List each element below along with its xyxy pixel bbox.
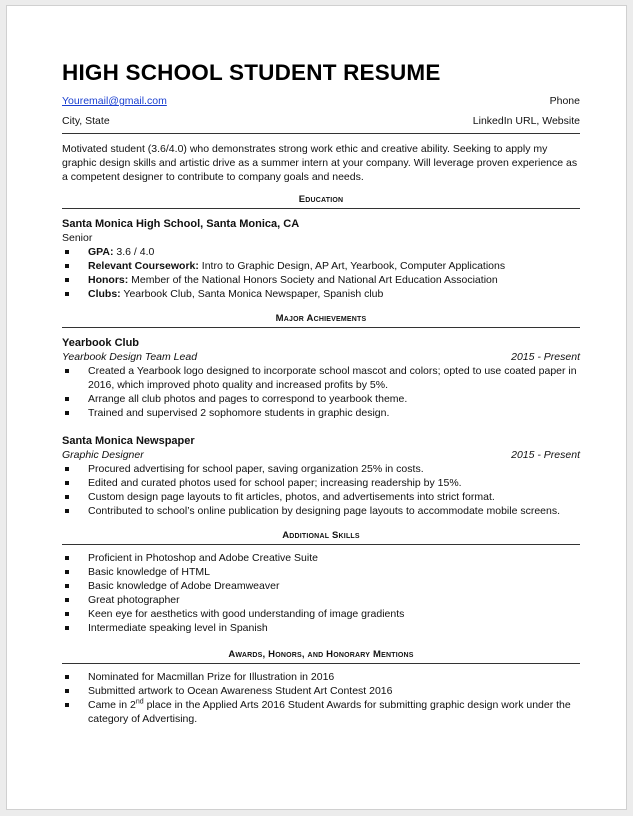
bullet-icon [65, 689, 69, 693]
list-item: Basic knowledge of Adobe Dreamweaver [62, 579, 580, 593]
role-row [62, 448, 580, 462]
list-item: Procured advertising for school paper, saving organization 25% in costs. [62, 462, 580, 476]
list-item: Arrange all club photos and pages to correspond to yearbook theme. [62, 392, 580, 406]
awards-heading: Awards, Honors, and Honorary Mentions [62, 649, 580, 664]
email-link[interactable]: Youremail@gmail.com [62, 95, 167, 107]
list-item: Custom design page layouts to fit articles, photos, and advertisements into strict format. [62, 490, 580, 504]
achievement-list [62, 462, 580, 518]
org-name: Santa Monica Newspaper [62, 435, 195, 447]
role-row [62, 350, 580, 364]
awards-list [62, 670, 580, 726]
role-title: Yearbook Design Team Lead [62, 351, 198, 363]
bullet-icon [65, 703, 69, 707]
list-item: Contributed to school’s online publication by designing page layouts to accommodate mobile screens. [62, 504, 580, 518]
list-item: Basic knowledge of HTML [62, 565, 580, 579]
list-item: Honors: Member of the National Honors Society and National Art Education Association [62, 273, 580, 287]
bullet-icon [65, 278, 69, 282]
bullet-icon [65, 509, 69, 513]
bullet-icon [65, 369, 69, 373]
achievements-heading: Major Achievements [62, 313, 580, 328]
role-dates: 2015 - Present [511, 351, 580, 363]
list-item: Great photographer [62, 593, 580, 607]
list-item: Trained and supervised 2 sophomore students in graphic design. [62, 406, 580, 420]
bullet-icon [65, 598, 69, 602]
links-text: LinkedIn URL, Website [472, 115, 580, 127]
contact-row-1 [62, 95, 580, 108]
bullet-icon [65, 481, 69, 485]
bullet-icon [65, 250, 69, 254]
bullet-icon [65, 292, 69, 296]
bullet-icon [65, 495, 69, 499]
bullet-icon [65, 556, 69, 560]
list-item: Intermediate speaking level in Spanish [62, 621, 580, 635]
org-name: Yearbook Club [62, 337, 140, 349]
phone-text: Phone [549, 95, 580, 107]
resume-page [6, 5, 627, 810]
list-item: Keen eye for aesthetics with good understanding of image gradients [62, 607, 580, 621]
role-dates: 2015 - Present [511, 449, 580, 461]
role-title: Graphic Designer [62, 449, 144, 461]
summary-paragraph: Motivated student (3.6/4.0) who demonstrates strong work ethic and creative ability. Seeking to apply my graphic design skills and artistic drive as a summer intern at your company. Will leverage proven experience as a competent designer to contribute to company goals and needs. [62, 143, 578, 183]
bullet-icon [65, 397, 69, 401]
bullet-icon [65, 612, 69, 616]
education-list [62, 245, 580, 301]
resume-content [62, 58, 580, 726]
list-item: GPA: 3.6 / 4.0 [62, 245, 580, 259]
skills-heading: Additional Skills [62, 530, 580, 545]
achievement-list [62, 364, 580, 420]
bullet-icon [65, 411, 69, 415]
education-heading: Education [62, 194, 580, 209]
list-item: Came in 2nd place in the Applied Arts 2016 Student Awards for submitting graphic design work under the category of Advertising. [62, 698, 580, 726]
list-item: Proficient in Photoshop and Adobe Creative Suite [62, 551, 580, 565]
bullet-icon [65, 626, 69, 630]
location-text: City, State [62, 115, 110, 127]
list-item: Relevant Coursework: Intro to Graphic Design, AP Art, Yearbook, Computer Applications [62, 259, 580, 273]
list-item: Edited and curated photos used for school paper; increasing readership by 15%. [62, 476, 580, 490]
list-item: Created a Yearbook logo designed to incorporate school mascot and colors; opted to use coated paper in 2016, which improved photo quality and increased profits by 5%. [62, 364, 580, 392]
bullet-icon [65, 584, 69, 588]
bullet-icon [65, 264, 69, 268]
bullet-icon [65, 570, 69, 574]
school-level: Senior [62, 232, 93, 244]
list-item: Submitted artwork to Ocean Awareness Student Art Contest 2016 [62, 684, 580, 698]
school-name: Santa Monica High School, Santa Monica, CA [62, 218, 300, 230]
contact-row-2 [62, 115, 580, 134]
list-item: Clubs: Yearbook Club, Santa Monica Newspaper, Spanish club [62, 287, 580, 301]
list-item: Nominated for Macmillan Prize for Illustration in 2016 [62, 670, 580, 684]
bullet-icon [65, 467, 69, 471]
bullet-icon [65, 675, 69, 679]
skills-list [62, 551, 580, 635]
resume-title: HIGH SCHOOL STUDENT RESUME [62, 60, 441, 85]
